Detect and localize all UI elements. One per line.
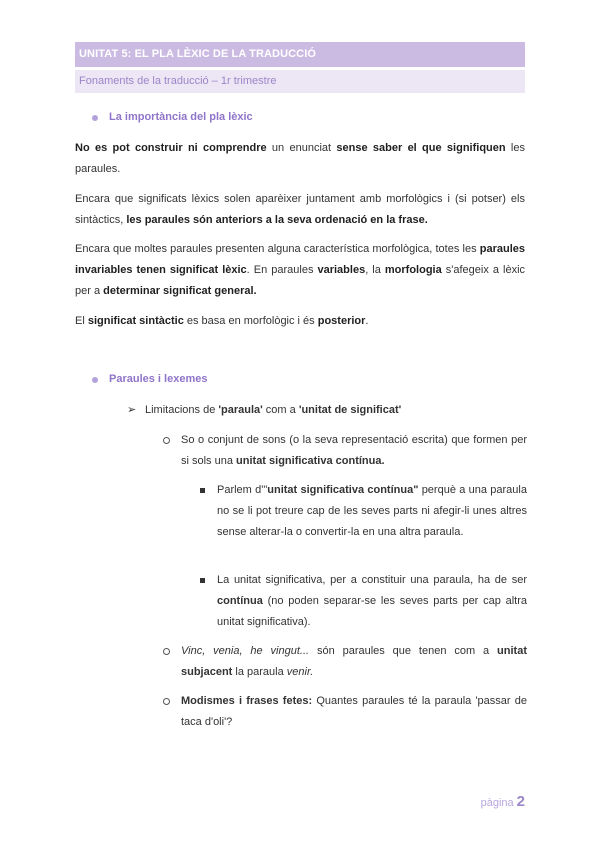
text: Limitacions de [145, 404, 219, 416]
bold-text: unitat significativa contínua" [267, 484, 419, 496]
text: El [75, 315, 88, 327]
bold-text: No es pot construir ni comprendre [75, 142, 267, 154]
circle-bullet-icon [163, 648, 170, 655]
text: com a [262, 404, 299, 416]
page-number [481, 793, 525, 810]
section-heading-words-lexemes [109, 373, 207, 385]
bullet-dot-icon [92, 377, 98, 383]
list-item-level3 [217, 480, 527, 543]
list-item-level2 [181, 641, 527, 683]
list-item-level2 [181, 691, 527, 733]
text: són paraules que tenen com a [309, 645, 498, 657]
italic-text: Vinc, venia, he vingut... [181, 645, 310, 657]
text: La unitat significativa, per a constituir una paraula, ha de ser [217, 574, 527, 586]
bold-text: Modismes i frases fetes: [181, 695, 313, 707]
text: s'afegeix a lèxic per a [75, 264, 526, 297]
text: Parlem d'" [217, 484, 268, 496]
list-item-level1 [127, 402, 402, 418]
bullet-dot-icon [92, 115, 98, 121]
italic-text: venir. [286, 666, 314, 678]
square-bullet-icon [200, 488, 205, 493]
text: . En paraules [246, 264, 318, 276]
bold-text: determinar significat general. [103, 285, 257, 297]
document-title-bar [75, 42, 525, 67]
bold-text: significat sintàctic [87, 315, 184, 327]
bold-text: paraules invariables tenen significat lèxic [75, 243, 525, 276]
square-bullet-icon [200, 578, 205, 583]
text: Encara que significats lèxics solen aparèixer juntament amb morfològics i (si potser) els sintàctics, [75, 193, 525, 226]
text: . [365, 315, 369, 327]
page-label: pàgina [480, 797, 514, 809]
list-item-level2 [181, 430, 527, 472]
bold-text: variables [317, 264, 366, 276]
text: es basa en morfològic i és [183, 315, 318, 327]
bold-text: 'paraula' [218, 404, 263, 416]
bold-text: morfologia [384, 264, 442, 276]
paragraph-3 [75, 239, 525, 302]
arrow-bullet-icon: ➢ [127, 404, 137, 416]
bold-text: contínua [217, 595, 263, 607]
document-subtitle-bar [75, 70, 525, 93]
paragraph-2 [75, 189, 525, 231]
text: , la [365, 264, 385, 276]
bold-text: posterior [317, 315, 366, 327]
page-number-value: 2 [516, 793, 525, 810]
bold-text: unitat subjacent [181, 645, 527, 678]
section-heading-lexical-importance [109, 111, 253, 123]
bold-text: les paraules són anteriors a la seva ordenació en la frase. [126, 214, 428, 226]
document-title: UNITAT 5: EL PLA LÈXIC DE LA TRADUCCIÓ [79, 48, 317, 60]
bold-text: sense saber el que signifiquen [336, 142, 506, 154]
section-heading-text: Paraules i lexemes [109, 373, 208, 385]
text: un enunciat [266, 142, 337, 154]
text: les paraules. [75, 142, 525, 175]
text: (no poden separar-se les seves parts per cap altra unitat significativa). [217, 595, 527, 628]
paragraph-1 [75, 138, 525, 180]
text: perquè a una paraula no se li pot treure cap de les seves parts ni afegir-li unes altres sense alterar-la o convertir-la en una altra paraula. [217, 484, 527, 538]
bold-text: 'unitat de significat' [298, 404, 402, 416]
bold-text: unitat significativa contínua. [236, 455, 385, 467]
list-item-level3 [217, 570, 527, 633]
text: Quantes paraules té la paraula 'passar de taca d'oli'? [181, 695, 527, 728]
text: So o conjunt de sons (o la seva representació escrita) que formen per si sols una [181, 434, 527, 467]
circle-bullet-icon [163, 437, 170, 444]
document-subtitle: Fonaments de la traducció – 1r trimestre [79, 75, 277, 87]
circle-bullet-icon [163, 698, 170, 705]
text: la paraula [232, 666, 287, 678]
text: Encara que moltes paraules presenten alguna característica morfològica, totes les [75, 243, 480, 255]
paragraph-4 [75, 311, 525, 332]
section-heading-text: La importància del pla lèxic [109, 111, 253, 123]
